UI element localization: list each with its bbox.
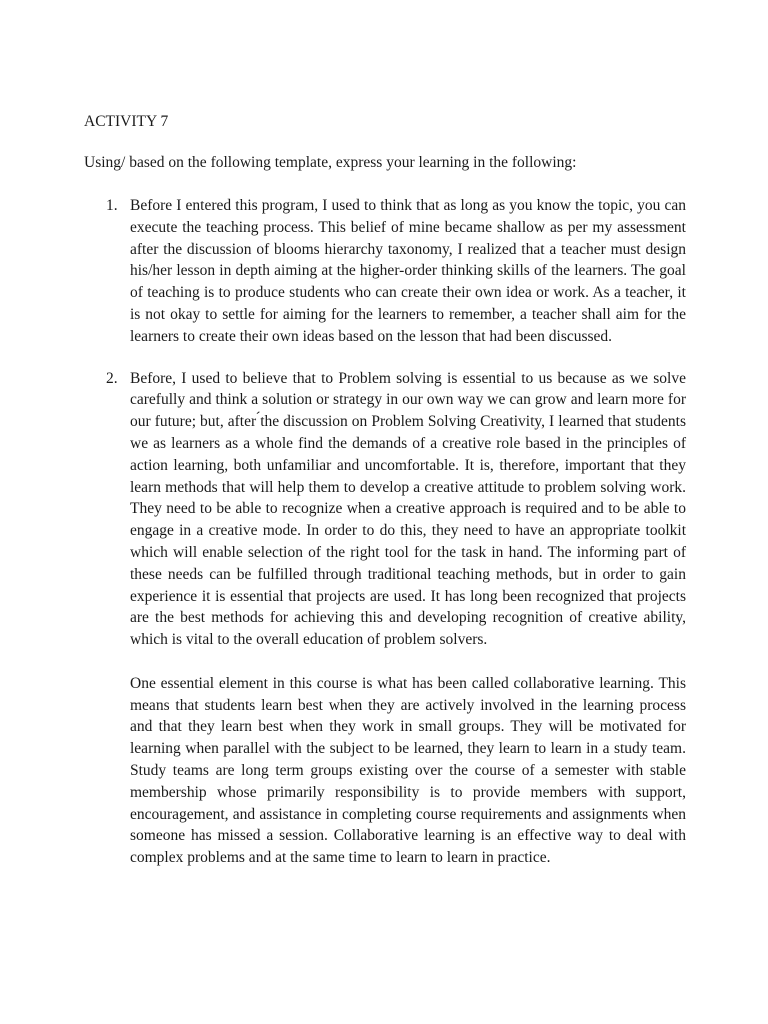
intro-text: Using/ based on the following template, express your learning in the following: <box>84 154 577 171</box>
paragraph-3: One essential element in this course is what has been called collaborative learning. This means that students learn best when they are actively involved in the learning process and that they learn best when they work in small groups. They will be motivated for learning when parallel with the subject to be learned, they learn to learn in a study team. Study teams are long term groups existing over the course of a semester with stable membership whose primarily responsibility is to provide members with support, encouragement, and assistance in completing course requirements and assignments when someone has missed a session. Collaborative learning is an effective way to deal with complex problems and at the same time to learn to learn in practice. <box>130 674 686 867</box>
paragraph-2: Before, I used to believe that to Problem solving is essential to us because as we solve carefully and think a solution or strategy in our own way we can grow and learn more for our future; but, after ́the discussion on Problem Solving Creativity, I learned that students we as learners as a whole find the demands of a creative role based in the principles of action learning, both unfamiliar and uncomfortable. It is, therefore, important that they learn methods that will help them to develop a creative attitude to problem solving work. They need to be able to recognize when a creative approach is required and to be able to engage in a creative mode. In order to do this, they need to have an appropriate toolkit which will enable selection of the right tool for the task in hand. The informing part of these needs can be fulfilled through traditional teaching methods, but in order to gain experience it is essential that projects are used. It has long been recognized that projects are the best methods for achieving this and developing recognition of creative ability, which is vital to the overall education of problem solvers. <box>130 369 686 649</box>
list-item-2 <box>84 368 686 869</box>
list-number: 2. <box>106 369 118 387</box>
paragraph-1: Before I entered this program, I used to think that as long as you know the topic, you can execute the teaching process. This belief of mine became shallow as per my assessment after the discussion of blooms hierarchy taxonomy, I realized that a teacher must design his/her lesson in depth aiming at the higher-order thinking skills of the learners. The goal of teaching is to produce students who can create their own idea or work. As a teacher, it is not okay to settle for aiming for the learners to remember, a teacher shall aim for the learners to create their own ideas based on the lesson that had been discussed. <box>130 197 686 345</box>
list-number: 1. <box>106 197 118 214</box>
reflection-list <box>84 195 686 889</box>
list-item-1 <box>84 195 686 348</box>
activity-heading: ACTIVITY 7 <box>84 113 169 130</box>
